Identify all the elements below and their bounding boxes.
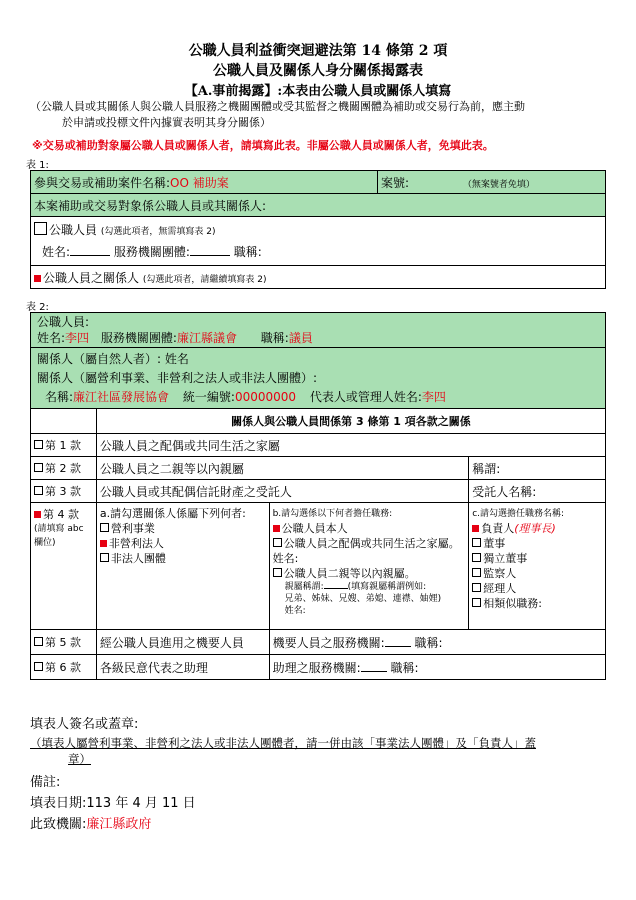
org-name-label: 名稱: [45,389,74,404]
clause2-checkbox[interactable] [34,463,43,472]
c-option2-label: 董事 [483,537,506,550]
t2-title-label: 職稱: [260,331,289,345]
a-option1-checkbox[interactable] [100,523,109,532]
c-option1-note: (理事長) [514,522,556,535]
clause4-a-cell [96,503,269,630]
official-agency-field[interactable] [190,255,230,256]
official-name-label: 姓名: [42,245,71,259]
clause6-extra[interactable] [269,655,605,680]
official-option-cell [31,217,606,266]
official-note: (勾選此項者，無需填寫表 2) [100,227,216,237]
clause4-c-title: c.請勾選擔任職務名稱: [472,509,565,519]
org-id-value: 00000000 [234,389,297,404]
intro-line1: （公職人員或其關係人與公職人員服務之機關團體或受其監督之機關團體為補助或交易行為前，應主動 [30,100,525,113]
date-row [30,792,196,811]
official-checkbox[interactable] [34,222,47,235]
clause5-extra[interactable] [269,630,605,655]
remarks-label: 備註: [30,775,61,790]
clause6-agency-field[interactable] [361,671,387,672]
c-option2-checkbox[interactable] [472,538,481,547]
clause1-desc: 公職人員之配偶或共同生活之家屬 [96,434,605,457]
b-option1-checkbox-checked[interactable] [273,525,280,532]
b-kin-field[interactable] [324,588,348,589]
relative-natural-text: 關係人（屬自然人者）: 姓名 [37,351,189,366]
t2-agency-label: 服務機關團體: [100,331,177,345]
b-option3-checkbox[interactable] [273,568,282,577]
c-option4-checkbox[interactable] [472,568,481,577]
clause4-note: (請填寫 abc 欄位) [34,524,84,548]
clause6-checkbox[interactable] [34,662,43,671]
clause3-extra[interactable]: 受託人名稱: [469,480,606,503]
to-value: 廉江縣政府 [86,817,152,832]
b-option2-label: 公職人員之配偶或共同生活之家屬。姓名: [272,537,460,565]
intro-line2: 於申請或投標文件內據實表明其身分關係） [62,116,271,129]
signature-note-line1: （填表人屬營利事業、非營利之法人或非法人團體者，請一併由該「事業法人團體」及「負責人」蓋 [30,736,536,750]
relation-header-spacer [31,409,97,434]
clause6-desc: 各級民意代表之助理 [96,655,269,680]
case-name-label: 參與交易或補助案件名稱: [34,175,171,190]
clause4-b-title: b.請勾選係以下何者擔任職務: [272,509,393,519]
b-option2-checkbox[interactable] [273,538,282,547]
table1 [30,170,606,289]
official-agency-label: 服務機關團體: [113,245,190,259]
clause6-cell[interactable] [31,655,97,680]
case-name-cell[interactable] [31,171,378,194]
clause2-extra[interactable]: 稱謂: [469,457,606,480]
official-title-label: 職稱: [233,245,262,259]
clause4-label: 第 4 款 [43,508,79,521]
signature-note [30,735,590,767]
clause1-checkbox[interactable] [34,440,43,449]
relative-note: (勾選此項者，請繼續填寫表 2) [142,274,267,285]
a-option3-label: 非法人團體 [110,552,166,565]
t2-name-value: 李四 [65,331,90,345]
clause4-checkbox-checked[interactable] [34,511,41,518]
clause2-cell[interactable] [31,457,97,480]
clause5-checkbox[interactable] [34,637,43,646]
relative-option-cell [31,266,606,289]
relative-label: 公職人員之關係人 [43,270,140,285]
official-name-field[interactable] [70,255,110,256]
case-no-label: 案號: [381,175,410,190]
t2-name-label: 姓名: [37,331,66,345]
clause4-c-cell [469,503,606,630]
clause1-cell[interactable] [31,434,97,457]
official-heading: 公職人員: [37,315,90,329]
c-option4-label: 監察人 [483,567,517,580]
clause3-checkbox[interactable] [34,486,43,495]
intro-text [30,99,610,131]
relative-org-text: 關係人（屬營利事業、非營利之法人或非法人團體）: [37,370,318,385]
c-option1-checkbox-checked[interactable] [472,525,479,532]
clause3-desc: 公職人員或其配偶信託財產之受託人 [96,480,468,503]
clause6-title-label: 職稱: [390,660,419,675]
a-option3-checkbox[interactable] [100,553,109,562]
c-option5-label: 經理人 [483,582,517,595]
signature-note-line2: 章） [68,752,91,766]
to-label: 此致機關: [30,817,87,832]
b-kin-label: 親屬稱謂: [284,582,324,592]
table2-label: 表 2: [26,302,49,313]
table1-label: 表 1: [26,160,49,171]
clause5-cell[interactable] [31,630,97,655]
c-option6-checkbox[interactable] [472,598,481,607]
table2 [30,312,606,680]
subject-row: 本案補助或交易對象係公職人員或其關係人: [31,194,606,217]
clause3-cell[interactable] [31,480,97,503]
org-name-value: 廉江社區發展協會 [73,389,170,404]
official-info-cell [31,313,606,348]
clause4-b-cell [269,503,469,630]
clause5-agency-label: 機要人員之服務機關: [272,635,385,650]
clause6-label: 第 6 款 [45,661,81,674]
clause1-label: 第 1 款 [45,439,81,452]
c-option3-checkbox[interactable] [472,553,481,562]
a-option2-checkbox-checked[interactable] [100,540,107,547]
b-option3-label: 公職人員二親等以內親屬。 [283,567,416,580]
b-name-label: 姓名: [284,606,306,616]
c-option1-label: 負責人 [481,522,515,535]
t2-agency-value: 廉江縣議會 [176,331,237,345]
b-kin-examples: 兄弟、姊妹、兄嫂、弟媳、連襟、妯娌) [284,594,442,604]
clause5-label: 第 5 款 [45,636,81,649]
clause5-agency-field[interactable] [385,646,411,647]
b-option1-label: 公職人員本人 [281,522,348,535]
c-option6-label: 相類似職務: [483,597,542,610]
clause3-label: 第 3 款 [45,485,81,498]
clause5-title-label: 職稱: [414,635,443,650]
clause6-agency-label: 助理之服務機關: [272,660,361,675]
date-label: 填表日期: [30,796,87,811]
rep-value: 李四 [421,389,446,404]
t2-title-value: 議員 [288,331,313,345]
official-label: 公職人員 [49,223,98,237]
form-title-line2: 公職人員及關係人身分關係揭露表 [213,63,423,79]
clause2-label: 第 2 款 [45,462,81,475]
warning-text: ※交易或補助對象屬公職人員或關係人者，請填寫此表。非屬公職人員或關係人者，免填此表。 [32,139,494,152]
form-title-line3: 【A.事前揭露】:本表由公職人員或關係人填寫 [184,84,452,99]
org-id-label: 統一編號: [182,389,235,404]
relation-header: 關係人與公職人員間係第 3 條第 1 項各款之關係 [96,409,605,434]
clause2-desc: 公職人員之二親等以內親屬 [96,457,468,480]
case-name-value: OO 補助案 [170,175,229,190]
case-no-cell[interactable] [378,171,606,194]
date-value: 113 年 4 月 11 日 [86,796,196,811]
relative-checkbox-checked[interactable] [34,275,41,282]
a-option1-label: 營利事業 [110,522,155,535]
relative-info-cell [31,348,606,409]
clause4-cell[interactable] [31,503,97,630]
a-option2-label: 非營利法人 [108,537,164,550]
clause5-desc: 經公職人員進用之機要人員 [96,630,269,655]
b-kin-note: (填寫親屬稱謂例如: [347,582,427,592]
form-title-line1: 公職人員利益衝突迴避法第 14 條第 2 項 [188,43,448,59]
rep-label: 代表人或管理人姓名: [309,389,422,404]
c-option3-label: 獨立董事 [483,552,528,565]
case-no-note: （無案號者免填） [462,179,535,190]
clause4-a-title: a.請勾選關係人係屬下列何者: [99,507,246,520]
to-row [30,813,151,832]
signature-label: 填表人簽名或蓋章: [30,717,139,732]
c-option5-checkbox[interactable] [472,583,481,592]
